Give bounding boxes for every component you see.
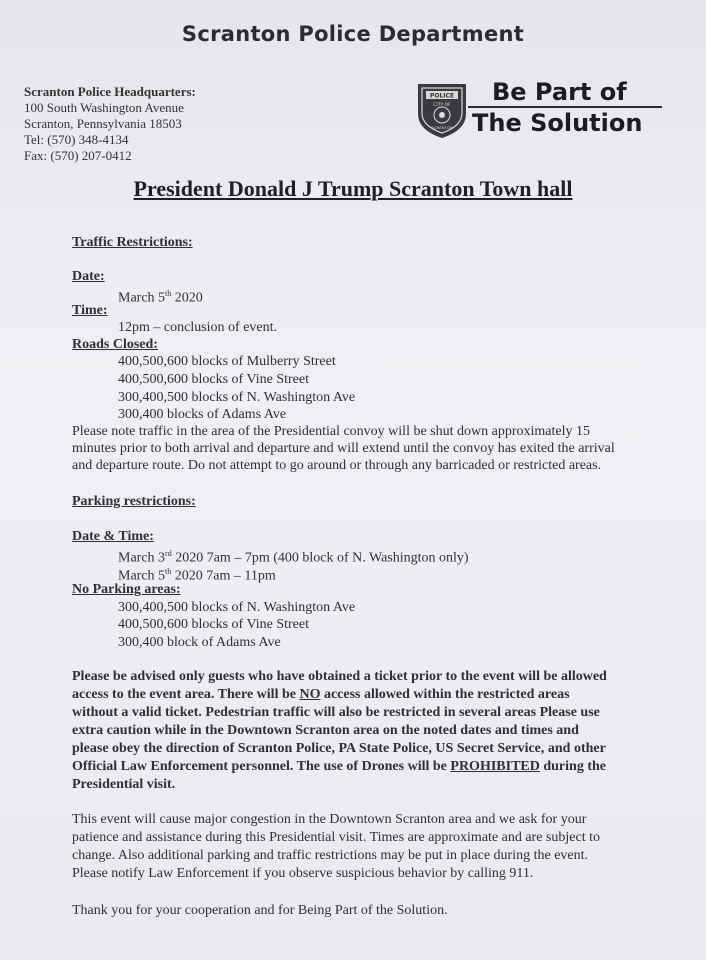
- traffic-note-line: minutes prior to both arrival and departure and will extend until the convoy has exited the arrival: [72, 441, 615, 456]
- road-closed-item: 400,500,600 blocks of Vine Street: [118, 372, 309, 387]
- police-badge-icon: [412, 80, 472, 140]
- advisory-line: Presidential visit.: [72, 777, 176, 792]
- parking-datetime-1: March 3rd 2020 7am – 7pm (400 block of N. Washington only): [118, 549, 469, 566]
- badge-top-text: POLICE: [429, 92, 455, 100]
- congestion-line: This event will cause major congestion in the Downtown Scranton area and we ask for your: [72, 812, 587, 827]
- traffic-note-line: and departure route. Do not attempt to go around or through any barricaded or restricted areas.: [72, 458, 602, 473]
- department-logo: [412, 78, 662, 144]
- advisory-line: access to the event area. There will be NO access allowed within the restricted areas: [72, 687, 570, 702]
- hq-line: Tel: (570) 348-4134: [24, 132, 129, 147]
- no-parking-item: 400,500,600 blocks of Vine Street: [118, 617, 309, 632]
- event-title: President Donald J Trump Scranton Town hall: [133, 176, 573, 201]
- roads-closed-label: Roads Closed:: [72, 337, 158, 352]
- time-label: Time:: [72, 303, 108, 318]
- advisory-line: Please be advised only guests who have obtained a ticket prior to the event will be allowed: [72, 669, 607, 684]
- hq-line: Scranton, Pennsylvania 18503: [24, 116, 182, 131]
- road-closed-item: 300,400 blocks of Adams Ave: [118, 407, 287, 422]
- advisory-line: Official Law Enforcement personnel. The use of Drones will be PROHIBITED during the: [72, 759, 606, 774]
- badge-city-text: CITY OF: [433, 103, 451, 108]
- slogan: [468, 78, 662, 138]
- hq-line: Fax: (570) 207-0412: [24, 148, 132, 163]
- advisory-line: extra caution while in the Downtown Scranton area on the noted dates and times and: [72, 723, 579, 738]
- road-closed-item: 400,500,600 blocks of Mulberry Street: [118, 354, 336, 369]
- traffic-time: 12pm – conclusion of event.: [118, 320, 278, 335]
- road-closed-item: 300,400,500 blocks of N. Washington Ave: [118, 390, 356, 405]
- thank-you-line: Thank you for your cooperation and for Being Part of the Solution.: [72, 903, 448, 918]
- traffic-heading: Traffic Restrictions:: [72, 235, 193, 250]
- hq-line: 100 South Washington Avenue: [24, 100, 184, 115]
- no-parking-item: 300,400 block of Adams Ave: [118, 635, 281, 650]
- traffic-note-line: Please note traffic in the area of the Presidential convoy will be shut down approximately 15: [72, 424, 590, 439]
- congestion-line: change. Also additional parking and traffic restrictions may be put in place during the event.: [72, 848, 589, 863]
- traffic-date: March 5th 2020: [118, 289, 203, 306]
- advisory-line: please obey the direction of Scranton Police, PA State Police, US Secret Service, and other: [72, 741, 606, 756]
- parking-datetime-2: March 5th 2020 7am – 11pm: [118, 567, 276, 584]
- slogan-line-2: The Solution: [472, 109, 643, 137]
- advisory-line: without a valid ticket. Pedestrian traffic will also be restricted in several areas Please use: [72, 705, 600, 720]
- hq-heading: Scranton Police Headquarters:: [24, 84, 196, 99]
- congestion-line: patience and assistance during this Presidential visit. Times are approximate and are subject to: [72, 830, 600, 845]
- date-time-label: Date & Time:: [72, 529, 154, 544]
- date-label: Date:: [72, 269, 105, 284]
- congestion-line: Please notify Law Enforcement if you observe suspicious behavior by calling 911.: [72, 866, 534, 881]
- badge-bottom-text: SCRANTON: [431, 125, 453, 130]
- headquarters-address: [24, 84, 196, 164]
- slogan-line-1: Be Part of: [468, 78, 662, 108]
- department-title: Scranton Police Department: [181, 22, 525, 46]
- parking-heading: Parking restrictions:: [72, 494, 196, 509]
- no-parking-label: No Parking areas:: [72, 582, 181, 597]
- no-parking-item: 300,400,500 blocks of N. Washington Ave: [118, 600, 356, 615]
